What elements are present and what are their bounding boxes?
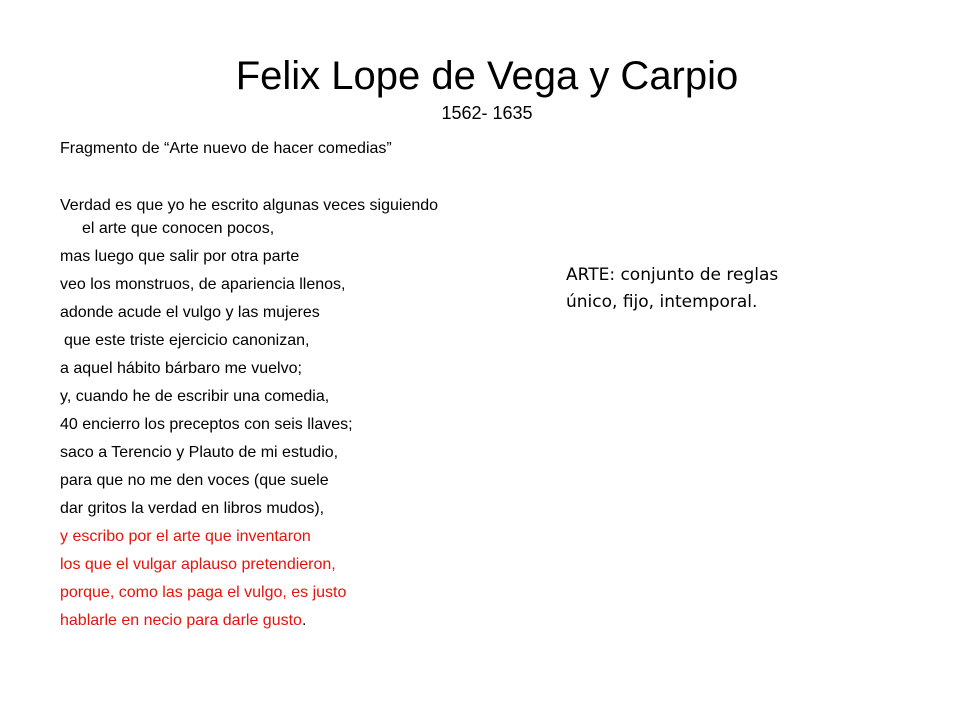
poem-line-highlighted: hablarle en necio para darle gusto <box>60 612 302 629</box>
definition-line: ARTE: conjunto de reglas <box>566 265 779 285</box>
poem-line-last <box>60 611 306 631</box>
poem-line: veo los monstruos, de apariencia llenos, <box>60 276 346 293</box>
poem-line: mas luego que salir por otra parte <box>60 248 300 265</box>
poem-line: para que no me den voces (que suele <box>60 472 329 489</box>
poem-line: a aquel hábito bárbaro me vuelvo; <box>60 360 302 377</box>
fragment-heading: Fragmento de “Arte nuevo de hacer comedias” <box>60 140 392 157</box>
poem-line: Verdad es que yo he escrito algunas veces siguiendo <box>60 197 439 214</box>
poem-line: que este triste ejercicio canonizan, <box>64 332 310 349</box>
definition-line: único, fijo, intemporal. <box>566 292 758 312</box>
poem-line: y, cuando he de escribir una comedia, <box>60 388 330 405</box>
poem-line: 40 encierro los preceptos con seis llaves; <box>60 416 353 433</box>
poem-line-highlighted: y escribo por el arte que inventaron <box>60 528 311 545</box>
poem-line: dar gritos la verdad en libros mudos), <box>60 500 325 517</box>
poem-final-period: . <box>301 612 307 629</box>
poem-line: adonde acude el vulgo y las mujeres <box>60 304 320 321</box>
definition-note <box>566 262 778 316</box>
poem-line-highlighted: porque, como las paga el vulgo, es justo <box>60 584 347 601</box>
slide-title: Felix Lope de Vega y Carpio <box>235 54 739 98</box>
slide-subtitle-years: 1562- 1635 <box>441 103 533 123</box>
poem-line-highlighted: los que el vulgar aplauso pretendieron, <box>60 556 336 573</box>
poem-line: saco a Terencio y Plauto de mi estudio, <box>60 444 339 461</box>
poem-line: el arte que conocen pocos, <box>82 220 275 237</box>
